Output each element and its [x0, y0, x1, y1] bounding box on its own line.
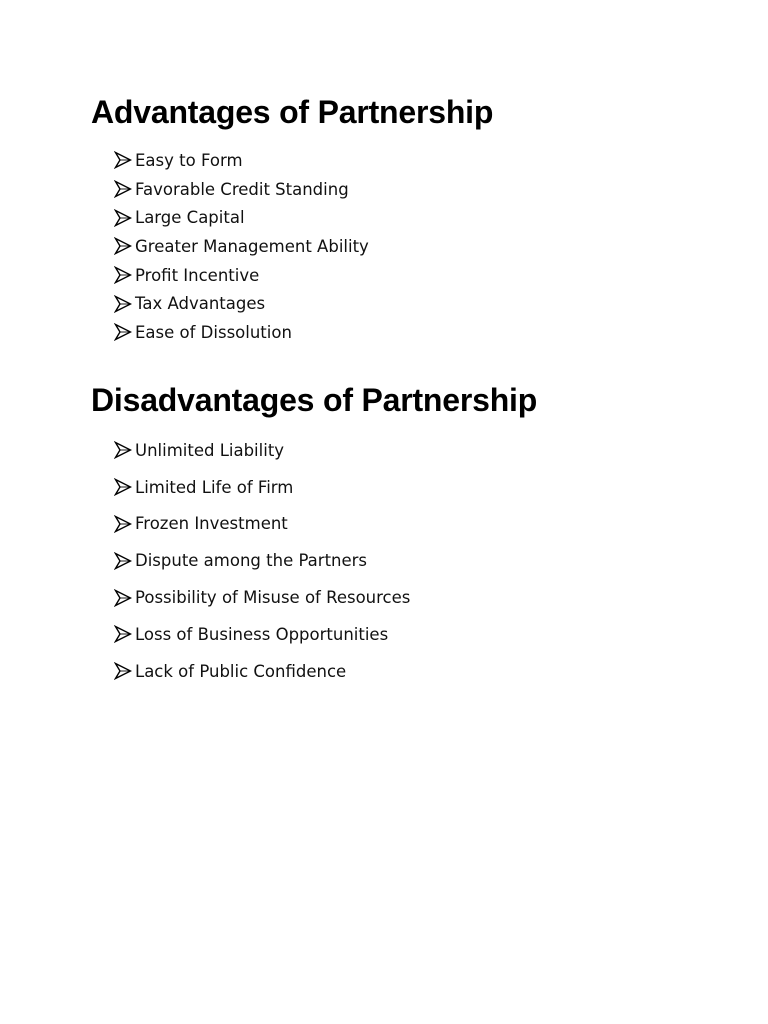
list-item-label: Frozen Investment	[135, 514, 288, 534]
list-item	[114, 506, 731, 543]
arrowhead-bullet-icon	[114, 662, 132, 680]
list-item-label: Profit Incentive	[135, 265, 260, 285]
list-item	[114, 232, 731, 261]
list-item	[114, 469, 731, 506]
arrowhead-bullet-icon	[114, 589, 132, 607]
list-item-label: Loss of Business Opportunities	[135, 624, 389, 644]
list-item-label: Greater Management Ability	[135, 236, 369, 256]
list-item	[114, 579, 731, 616]
arrowhead-bullet-icon	[114, 237, 132, 255]
advantages-section	[91, 92, 731, 347]
list-item-label: Large Capital	[135, 208, 245, 228]
advantages-list	[91, 146, 731, 347]
list-item-label: Unlimited Liability	[135, 440, 285, 460]
list-item-label: Ease of Dissolution	[135, 322, 292, 342]
list-item	[114, 318, 731, 347]
list-item	[114, 432, 731, 469]
disadvantages-list	[91, 432, 731, 690]
disadvantages-heading: Disadvantages of Partnership	[91, 382, 538, 418]
arrowhead-bullet-icon	[114, 441, 132, 459]
arrowhead-bullet-icon	[114, 266, 132, 284]
list-item	[114, 653, 731, 690]
disadvantages-section	[91, 380, 731, 690]
arrowhead-bullet-icon	[114, 515, 132, 533]
list-item-label: Dispute among the Partners	[135, 551, 368, 571]
list-item-label: Limited Life of Firm	[135, 477, 294, 497]
arrowhead-bullet-icon	[114, 323, 132, 341]
arrowhead-bullet-icon	[114, 552, 132, 570]
arrowhead-bullet-icon	[114, 295, 132, 313]
list-item-label: Possibility of Misuse of Resources	[135, 588, 411, 608]
list-item	[114, 542, 731, 579]
list-item-label: Lack of Public Confidence	[135, 661, 347, 681]
list-item-label: Favorable Credit Standing	[135, 179, 349, 199]
list-item	[114, 203, 731, 232]
list-item	[114, 289, 731, 318]
arrowhead-bullet-icon	[114, 180, 132, 198]
arrowhead-bullet-icon	[114, 209, 132, 227]
arrowhead-bullet-icon	[114, 151, 132, 169]
advantages-heading: Advantages of Partnership	[91, 94, 494, 130]
list-item	[114, 146, 731, 175]
list-item	[114, 175, 731, 204]
arrowhead-bullet-icon	[114, 478, 132, 496]
list-item-label: Easy to Form	[135, 150, 243, 170]
arrowhead-bullet-icon	[114, 625, 132, 643]
list-item	[114, 616, 731, 653]
list-item-label: Tax Advantages	[135, 294, 266, 314]
list-item	[114, 261, 731, 290]
